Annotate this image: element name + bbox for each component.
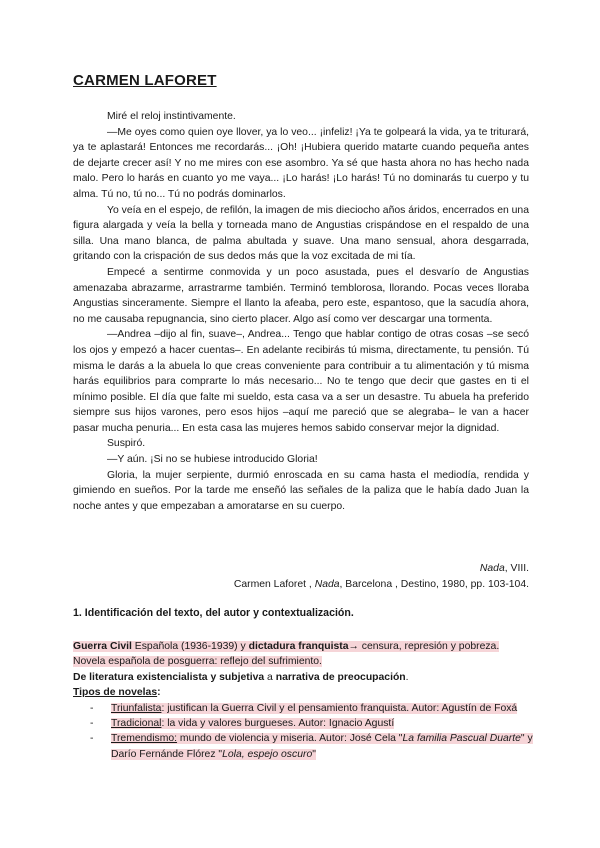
- text: : justifican la Guerra Civil y el pensamiento franquista. Autor: Agustín de Foxá: [161, 702, 518, 714]
- text: La familia Pascual Duarte: [402, 733, 521, 745]
- text: .: [405, 671, 409, 683]
- document-title: CARMEN LAFORET: [73, 72, 217, 89]
- literature-line: [73, 670, 533, 685]
- list-item: [73, 716, 533, 731]
- paragraph: Empecé a sentirme conmovida y un poco asustada, pues el desvarío de Angustias amenazaba abrazarme, arrastrarme también. Terminó temblorosa, llorando. Pocas veces lloraba Angustias sinceramente. Siempre el llanto la afeaba, pero este, espantoso, que la sacudía ahora, no me causaba repugnancia, sino cierto placer. Algo así como ver descargar una tormenta.: [73, 266, 529, 325]
- text: Española (1936-1939) y: [131, 641, 249, 652]
- keyword: narrativa de preocupación: [275, 671, 406, 683]
- text: Tradicional: [111, 718, 162, 730]
- citation-author: Carmen Laforet ,: [233, 578, 315, 590]
- study-notes: [73, 639, 533, 762]
- paragraph: —Andrea –dijo al fin, suave–, Andrea... Tengo que hablar contigo de otras cosas –se secó los ojos y empezó a hacer cuentas–. En adelante recibirás tú misma, directamente, tu pensión. Tú misma le darás a la abuela lo que creas conveniente para contribuir a tu alimentación y tú misma harás equilibrios para comprarte lo más necesario... No te tengo que decir que gastes en ti el mínimo posible. El día que falte mi sueldo, esta casa va a ser un desastre. Tu abuela ha preferido siempre sus hijos varones, pero esos hijos –aquí me pareció que se alegraba– le van a hacer pasar mucha penuria... En esta casa las mujeres hemos sabido conservar mejor la dignidad.: [73, 329, 529, 434]
- tipos-list: [73, 701, 533, 763]
- text: → censura, represión y pobreza.: [348, 641, 500, 652]
- text: " y Darío Fernánde Flórez ": [111, 733, 533, 760]
- text: Lola, espejo oscuro: [222, 748, 313, 760]
- bullet-dash: -: [90, 733, 94, 745]
- list-item: [73, 701, 533, 716]
- context-line: [73, 639, 533, 654]
- text: : la vida y valores burgueses. Autor: Ignacio Agustí: [161, 718, 395, 730]
- text: mundo de violencia y miseria. Autor: José Cela ": [177, 733, 403, 745]
- citation-book: Nada: [314, 578, 340, 590]
- novela-line: [73, 654, 533, 669]
- citation-title: Nada: [479, 563, 505, 574]
- text: :: [157, 687, 161, 699]
- section-heading: 1. Identificación del texto, del autor y contextualización.: [73, 607, 354, 619]
- keyword: Tipos de novelas: [73, 687, 158, 699]
- bullet-dash: -: [90, 702, 94, 714]
- citation-source: [73, 577, 529, 593]
- keyword: De literatura existencialista y subjetiva: [73, 671, 265, 683]
- excerpt-text: [73, 109, 529, 514]
- paragraph: —Me oyes como quien oye llover, ya lo veo... ¡infeliz! ¡Ya te golpeará la vida, ya te triturará, ya te aplastará! Entonces me recordarás... ¡Oh! ¡Hubiera querido matarte cuando pequeña antes de dejarte crecer así! Y no me mires con ese asombro. Ya sé que hasta ahora no has hecho nada malo. Pero lo harás en cuanto yo me vaya... ¡Lo harás! ¡Lo harás! Tú no dominarás tu cuerpo y tu alma. Tú no, tú no... Tú no podrás dominarlos.: [73, 126, 529, 200]
- keyword: Guerra Civil: [73, 641, 132, 652]
- text: a: [264, 671, 276, 683]
- paragraph: Miré el reloj instintivamente.: [107, 111, 236, 122]
- paragraph: Suspiró.: [107, 438, 146, 450]
- paragraph: Yo veía en el espejo, de refilón, la imagen de mis dieciocho años áridos, encerrados en una figura alargada y veía la bella y torneada mano de Angustias crispándose en el respaldo de una silla. Una mano blanca, de palma abultada y suave. Una mano sensual, ahora desgarrada, gritando con la crispación de sus dedos más que la voz excitada de mi tía.: [73, 204, 529, 263]
- text: ": [312, 748, 316, 760]
- citation-chapter-number: , VIII.: [504, 563, 529, 574]
- citation-publisher: , Barcelona , Destino, 1980, pp. 103-104.: [339, 578, 529, 590]
- text: Triunfalista: [111, 702, 162, 714]
- tipos-heading: [73, 685, 533, 700]
- bullet-dash: -: [90, 718, 94, 730]
- paragraph: —Y aún. ¡Si no se hubiese introducido Gloria!: [107, 454, 318, 466]
- keyword: dictadura franquista: [248, 641, 349, 652]
- text: Novela española de posguerra: reflejo del sufrimiento.: [73, 656, 322, 668]
- citation: [73, 561, 529, 592]
- citation-chapter: [73, 561, 529, 577]
- text: Tremendismo:: [111, 733, 178, 745]
- paragraph: Gloria, la mujer serpiente, durmió enroscada en su cama hasta el mediodía, rendida y gimiendo en sueños. Por la tarde me enseñó las señales de la paliza que le había dado Juan la noche antes y que empezaban a amoratarse en su cuerpo.: [73, 469, 529, 512]
- list-item: [73, 731, 533, 762]
